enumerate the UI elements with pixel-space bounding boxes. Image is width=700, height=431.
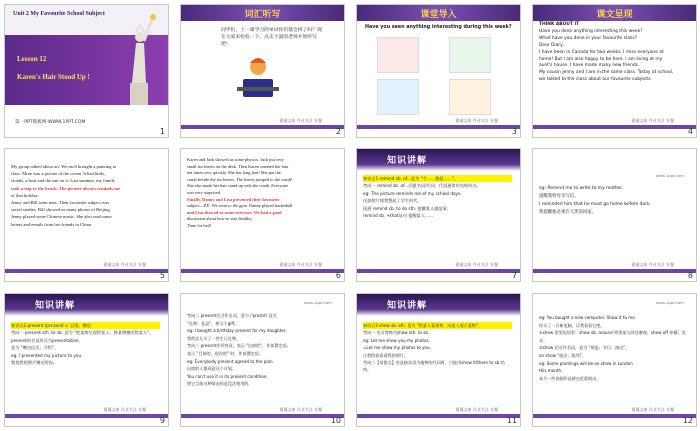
slide-thumbnail[interactable] (4, 293, 169, 427)
site-watermark: 第一PPT模板网-WWW.1PPT.COM (15, 120, 86, 125)
footer-bar (181, 414, 344, 418)
text-line: eg: Remind me to write to my mother. (539, 186, 624, 191)
text-line: 考向一 也可替换为show sth. to sb. (363, 330, 430, 336)
slide-number: 7 (511, 271, 517, 280)
lesson-title: Karen's Hair Stood Up ! (17, 73, 90, 81)
slide-header-title: 课堂导入 (420, 10, 457, 20)
footer-bar (533, 269, 696, 273)
mini-logo: www.1ppt.com (655, 300, 684, 305)
slide-grid (4, 4, 696, 427)
text-line: 考向一 present sth. to sb. 意为 "把某物呈现给某人；将某物赠送给某人"。present的名词形式为presentation。 (11, 330, 154, 343)
footer-text: 精通文体 作业关注 专题 (631, 407, 674, 412)
text-line: 我给女儿买了一件生日礼物。 (187, 335, 241, 341)
mini-logo: www.1ppt.com (303, 300, 332, 305)
text-block (11, 322, 160, 366)
slide-number: 4 (687, 127, 693, 136)
slide-thumbnail[interactable] (532, 4, 697, 138)
text-line: Finally, Danny and Lisa presented their favourite (187, 196, 280, 202)
text-line: 知识点2 present /prɪˈzent/ v. 呈现；赠送 (11, 322, 160, 329)
kids-image (377, 37, 419, 73)
text-line: comb beside the tea leaves. The leaves jumped to the comb! (187, 176, 293, 182)
footer-bar (5, 414, 168, 418)
kids-image (377, 79, 419, 115)
text-line: class. Mine was a picture of the ocean. It had birds, (11, 171, 106, 177)
text-line: remind sb. +that从句 提醒某人…… (363, 213, 434, 219)
text-line: Jenny and Bill went next. Their favourite subject was (11, 200, 110, 206)
text-line: ②show 还可作名词，意为 "展览；节目；演出"。 (539, 345, 630, 351)
footer-text: 精通文体 作业关注 专题 (103, 262, 146, 267)
text-line: My group talked about art. We each brought a painting to (11, 164, 117, 169)
text-line: we talked to the class about our favourite subjects. (539, 77, 652, 83)
slide-number: 10 (330, 416, 341, 425)
slide-thumbnail[interactable] (4, 4, 169, 138)
text-line: 表示 "目前的，现存的" 时，作前置定语。 (187, 350, 263, 356)
slide-thumbnail[interactable] (180, 148, 345, 282)
footer-bar (357, 414, 520, 418)
dictation-instruction: 同学们，上一课学习的单词你们都会拼了吗？现在大家来检验一下，点击下面的老师开始听写吧！ (221, 28, 322, 47)
text-line: eg: You bought a new computer. Show it to me. (539, 315, 637, 320)
slide-thumbnail[interactable] (356, 293, 521, 427)
text-line: social studies. Bill showed us many photos of Beijing. (11, 207, 111, 213)
text-line: aunt's house. I have made many new friends. (539, 63, 640, 69)
footer-text: 精通文体 作业关注 专题 (279, 118, 322, 123)
footer-bar (357, 125, 520, 129)
footer-bar (357, 269, 520, 273)
text-line: clouds, a boat and the sun on it. Last summer, my family (11, 178, 116, 184)
text-line: Jenny played some Chinese music. She also read some (11, 214, 112, 220)
text-line: My cousin Jenny and I are in the same class. Today at school, (539, 70, 674, 76)
slide-header-title: 知识讲解 (35, 301, 76, 311)
slide-header-title: 词汇听写 (244, 10, 281, 20)
slide-thumbnail[interactable] (532, 293, 697, 427)
text-line: 拓展 remind sb. to do sth. 提醒某人做某事； (363, 205, 452, 211)
text-line: =Let me show my photos to you. (363, 345, 431, 351)
text-line: this month. (539, 368, 563, 374)
slide-header (357, 294, 520, 316)
slide-number: 5 (159, 271, 165, 280)
slide-thumbnail[interactable] (532, 148, 697, 282)
text-line: She also made her hair stand up with the comb. Everyone (187, 183, 289, 189)
text-line: 知识点3 show sb. sth. 意为 "给某人看某物；向某人展示某物"。 (363, 322, 512, 329)
slide-header (357, 149, 520, 171)
slide-number: 3 (511, 127, 517, 136)
mini-logo: www.1ppt.com (655, 173, 684, 178)
text-line: 提醒我给母亲写信。 (539, 194, 579, 199)
text-block (539, 22, 688, 84)
slide-header-title: 知识讲解 (387, 301, 428, 311)
statue-of-liberty-icon (116, 13, 162, 105)
footer-bar (181, 125, 344, 129)
footer-bar (5, 269, 168, 273)
footer-bar (533, 414, 696, 418)
text-line: discussion about how to stay healthy. (187, 216, 253, 222)
text-line: 考向三 present作形容词，表示 "出席的"，作前置定语。 (187, 343, 291, 349)
text-line: eg: The picture reminds me of my school days. (363, 190, 462, 196)
slide-thumbnail[interactable] (356, 148, 521, 282)
text-line: ten times very quickly. She has long hair! She put the (187, 170, 281, 176)
text-line: subject—P.E. We went to the gym. Danny played basketball (187, 203, 293, 209)
footer-text: 精通文体 作业关注 专题 (455, 407, 498, 412)
text-line: Have you done anything interesting this week? (539, 28, 643, 34)
slide-number: 8 (687, 271, 693, 280)
slide-header (357, 5, 520, 21)
kids-image (449, 79, 491, 115)
text-line: 出席的人都同意这个计划。 (187, 366, 237, 372)
text-line: was very surprised. (187, 189, 222, 195)
slide-header (5, 294, 168, 316)
lesson-label: Lesson 12 (17, 55, 47, 63)
slide-thumbnail[interactable] (356, 4, 521, 138)
slide-thumbnail[interactable] (180, 293, 345, 427)
slide-header-title: 课文呈现 (596, 10, 633, 20)
text-line: You can't use it in its present condition. (187, 373, 268, 379)
kids-image (449, 37, 491, 73)
text-block (187, 157, 336, 230)
text-line: I reminded him that he must go home before dark. (539, 202, 651, 207)
text-line: eg: Let me show you my photos. (363, 337, 430, 343)
text-line: 我把我的照片赠送给你。 (11, 360, 58, 366)
text-line: Karen and Jack showed us some physics. Jack put very (187, 157, 284, 162)
slide-number: 6 (335, 271, 341, 280)
text-block (539, 314, 688, 382)
footer-text: 精通文体 作业关注 专题 (279, 262, 322, 267)
text-line: 这张照片使我想起了学生时代。 (363, 198, 422, 204)
text-line: Dear Diary, (539, 42, 565, 48)
text-line: of that holiday. (11, 192, 39, 198)
footer-text: 精通文体 作业关注 专题 (455, 262, 498, 267)
footer-text: 精通文体 作业关注 专题 (631, 118, 674, 123)
text-line: eg: Everybody present agreed to the plan. (187, 358, 274, 364)
footer-text: 精通文体 作业关注 专题 (103, 407, 146, 412)
text-line: 考向二 present还可作名词，意为 /ˈpreznt/ 意为 (187, 313, 277, 318)
slide-header (533, 5, 696, 21)
unit-title: Unit 2 My Favourite School Subject (13, 11, 105, 17)
text-line: "礼物；礼品"，相当于gift。 (187, 320, 239, 326)
text-line: 知识点1 remind sb. of...意为 "令……想起……"。 (363, 175, 512, 182)
text-block (11, 163, 160, 228)
slide-number: 2 (335, 127, 341, 136)
text-line: 你买了一台新电脑，让我看看它吧。 (539, 322, 605, 328)
text-line: 考向一 remind sb. of...后跟名词/代词，代词通常用宾格形式。 (363, 183, 481, 189)
text-line: THINK ABOUT IT (539, 22, 580, 27)
text-line: home! But I am also happy to be here. I am living at my (539, 56, 663, 62)
footer-bar (533, 125, 696, 129)
text-block (363, 322, 512, 374)
text-line: on show "展出；陈列"。 (539, 352, 586, 358)
text-line: 我提醒他必须在天黑前回家。 (539, 210, 597, 215)
text-line: took a trip to the beach. The picture always reminds me (11, 185, 121, 191)
slide-number: 9 (159, 416, 165, 425)
slide-header (181, 5, 344, 21)
slide-thumbnail[interactable] (180, 4, 345, 138)
text-line: 本月一些油画作品将在伦敦展出。 (539, 375, 601, 381)
text-line: eg: I bought a birthday present for my daughter. (187, 328, 287, 334)
teacher-icon[interactable] (233, 53, 283, 103)
slide-number: 1 (159, 127, 165, 136)
text-line: letters and emails from her friends in China. (11, 221, 93, 227)
text-line: I have been in Canada for two weeks. I miss everyone at (539, 49, 664, 55)
text-block (187, 312, 336, 388)
text-line: 照它目前这种情况你是没法使用的。 (187, 381, 253, 387)
footer-bar (181, 269, 344, 273)
footer-text: 精通文体 作业关注 专题 (631, 262, 674, 267)
lead-question: Have you seen anything interesting during this week? (365, 25, 512, 30)
text-line: What have you done in your favourite class? (539, 35, 637, 41)
text-line: 考向二【易错点】若直接宾语为指物的代词时，只能用show it/them to sb.结构。 (363, 360, 505, 373)
text-line: eg: Some paintings will be on show in London (539, 360, 633, 366)
text-line: 意为 "赠送仪式；介绍"。 (11, 345, 59, 351)
footer-text: 精通文体 作业关注 专题 (279, 407, 322, 412)
text-line: ①show 常见短语有：show sb. around 带领某人四处参观；show off 炫耀；卖弄。 (539, 330, 686, 343)
text-line: and Lisa showed us some exercises. We had a good (187, 209, 282, 215)
footer-text: 精通文体 作业关注 专题 (455, 118, 498, 123)
text-block (539, 185, 688, 217)
slide-thumbnail[interactable] (4, 148, 169, 282)
slide-header-title: 知识讲解 (387, 156, 428, 166)
text-line: Time for bed! (187, 222, 212, 228)
slide-number: 11 (506, 416, 517, 425)
text-line: small tea leaves on the desk. Then Karen combed her hair (187, 163, 289, 169)
text-line: eg: I presented my picture to you. (11, 352, 83, 358)
text-line: 让我给你看看我的照片。 (363, 352, 409, 358)
text-block (363, 175, 512, 219)
slide-number: 12 (682, 416, 693, 425)
